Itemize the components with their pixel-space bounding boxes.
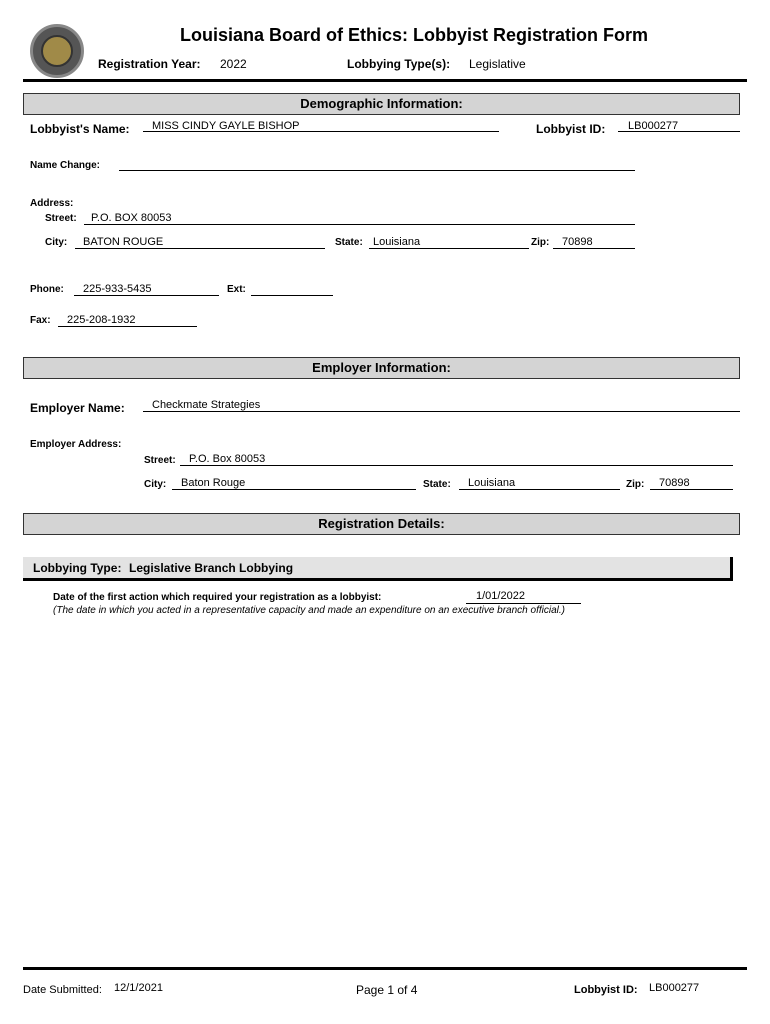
page-number: Page 1 of 4 bbox=[356, 983, 418, 997]
employer-city-line bbox=[172, 489, 416, 490]
name-change-line bbox=[119, 170, 635, 171]
fax-value: 225-208-1932 bbox=[67, 314, 136, 326]
employer-name-label: Employer Name: bbox=[30, 401, 125, 415]
zip-line bbox=[553, 248, 635, 249]
phone-line bbox=[74, 295, 219, 296]
footer-rule bbox=[23, 967, 747, 970]
registration-year-value: 2022 bbox=[220, 57, 247, 71]
footer-lobbyist-id-label: Lobbyist ID: bbox=[574, 984, 638, 996]
employer-name-line bbox=[143, 411, 740, 412]
lobbyist-id-value: LB000277 bbox=[628, 120, 679, 132]
demographic-section-header: Demographic Information: bbox=[23, 93, 740, 115]
employer-street-label: Street: bbox=[144, 455, 176, 466]
first-action-label: Date of the first action which required your registration as a lobbyist: bbox=[53, 592, 382, 603]
city-line bbox=[75, 248, 325, 249]
employer-section-header: Employer Information: bbox=[23, 357, 740, 379]
state-value: Louisiana bbox=[373, 236, 421, 248]
fax-label: Fax: bbox=[30, 315, 51, 326]
ext-label: Ext: bbox=[227, 284, 246, 295]
lobbyist-id-label: Lobbyist ID: bbox=[536, 122, 606, 136]
employer-name-value: Checkmate Strategies bbox=[152, 399, 261, 411]
employer-zip-line bbox=[650, 489, 733, 490]
ext-line bbox=[251, 295, 333, 296]
lobbying-types-value: Legislative bbox=[469, 57, 526, 71]
page-title: Louisiana Board of Ethics: Lobbyist Registration Form bbox=[180, 25, 649, 45]
phone-value: 225-933-5435 bbox=[83, 283, 152, 295]
state-seal-logo bbox=[30, 24, 84, 78]
lobbying-type-value: Legislative Branch Lobbying bbox=[129, 561, 294, 575]
lobbyist-name-value: MISS CINDY GAYLE BISHOP bbox=[152, 120, 300, 132]
state-line bbox=[369, 248, 529, 249]
lobbying-types-label: Lobbying Type(s): bbox=[347, 57, 451, 71]
lobbyist-name-label: Lobbyist's Name: bbox=[30, 122, 130, 136]
street-label: Street: bbox=[45, 213, 77, 224]
name-change-label: Name Change: bbox=[30, 160, 101, 171]
street-line bbox=[84, 224, 635, 225]
zip-value: 70898 bbox=[562, 236, 593, 248]
header-rule bbox=[23, 79, 747, 82]
fax-line bbox=[58, 326, 197, 327]
registration-section-header: Registration Details: bbox=[23, 513, 740, 535]
employer-zip-label: Zip: bbox=[626, 479, 645, 490]
lobbying-type-label: Lobbying Type: bbox=[33, 561, 122, 575]
first-action-note: (The date in which you acted in a representative capacity and made an expenditure on an executive branch official.) bbox=[53, 605, 565, 616]
footer-lobbyist-id-value: LB000277 bbox=[649, 982, 700, 994]
city-label: City: bbox=[45, 237, 68, 248]
employer-zip-value: 70898 bbox=[659, 477, 690, 489]
street-value: P.O. BOX 80053 bbox=[91, 212, 172, 224]
employer-street-line bbox=[180, 465, 733, 466]
date-submitted-value: 12/1/2021 bbox=[114, 982, 163, 994]
employer-city-label: City: bbox=[144, 479, 167, 490]
employer-state-line bbox=[459, 489, 620, 490]
employer-street-value: P.O. Box 80053 bbox=[189, 453, 266, 465]
registration-year-label: Registration Year: bbox=[98, 57, 201, 71]
first-action-date: 1/01/2022 bbox=[476, 590, 525, 602]
employer-city-value: Baton Rouge bbox=[181, 477, 246, 489]
first-action-line bbox=[466, 603, 581, 604]
employer-state-label: State: bbox=[423, 479, 451, 490]
employer-state-value: Louisiana bbox=[468, 477, 516, 489]
date-submitted-label: Date Submitted: bbox=[23, 984, 102, 996]
employer-address-label: Employer Address: bbox=[30, 439, 122, 450]
state-label: State: bbox=[335, 237, 363, 248]
address-label: Address: bbox=[30, 198, 74, 209]
phone-label: Phone: bbox=[30, 284, 64, 295]
city-value: BATON ROUGE bbox=[83, 236, 164, 248]
zip-label: Zip: bbox=[531, 237, 550, 248]
